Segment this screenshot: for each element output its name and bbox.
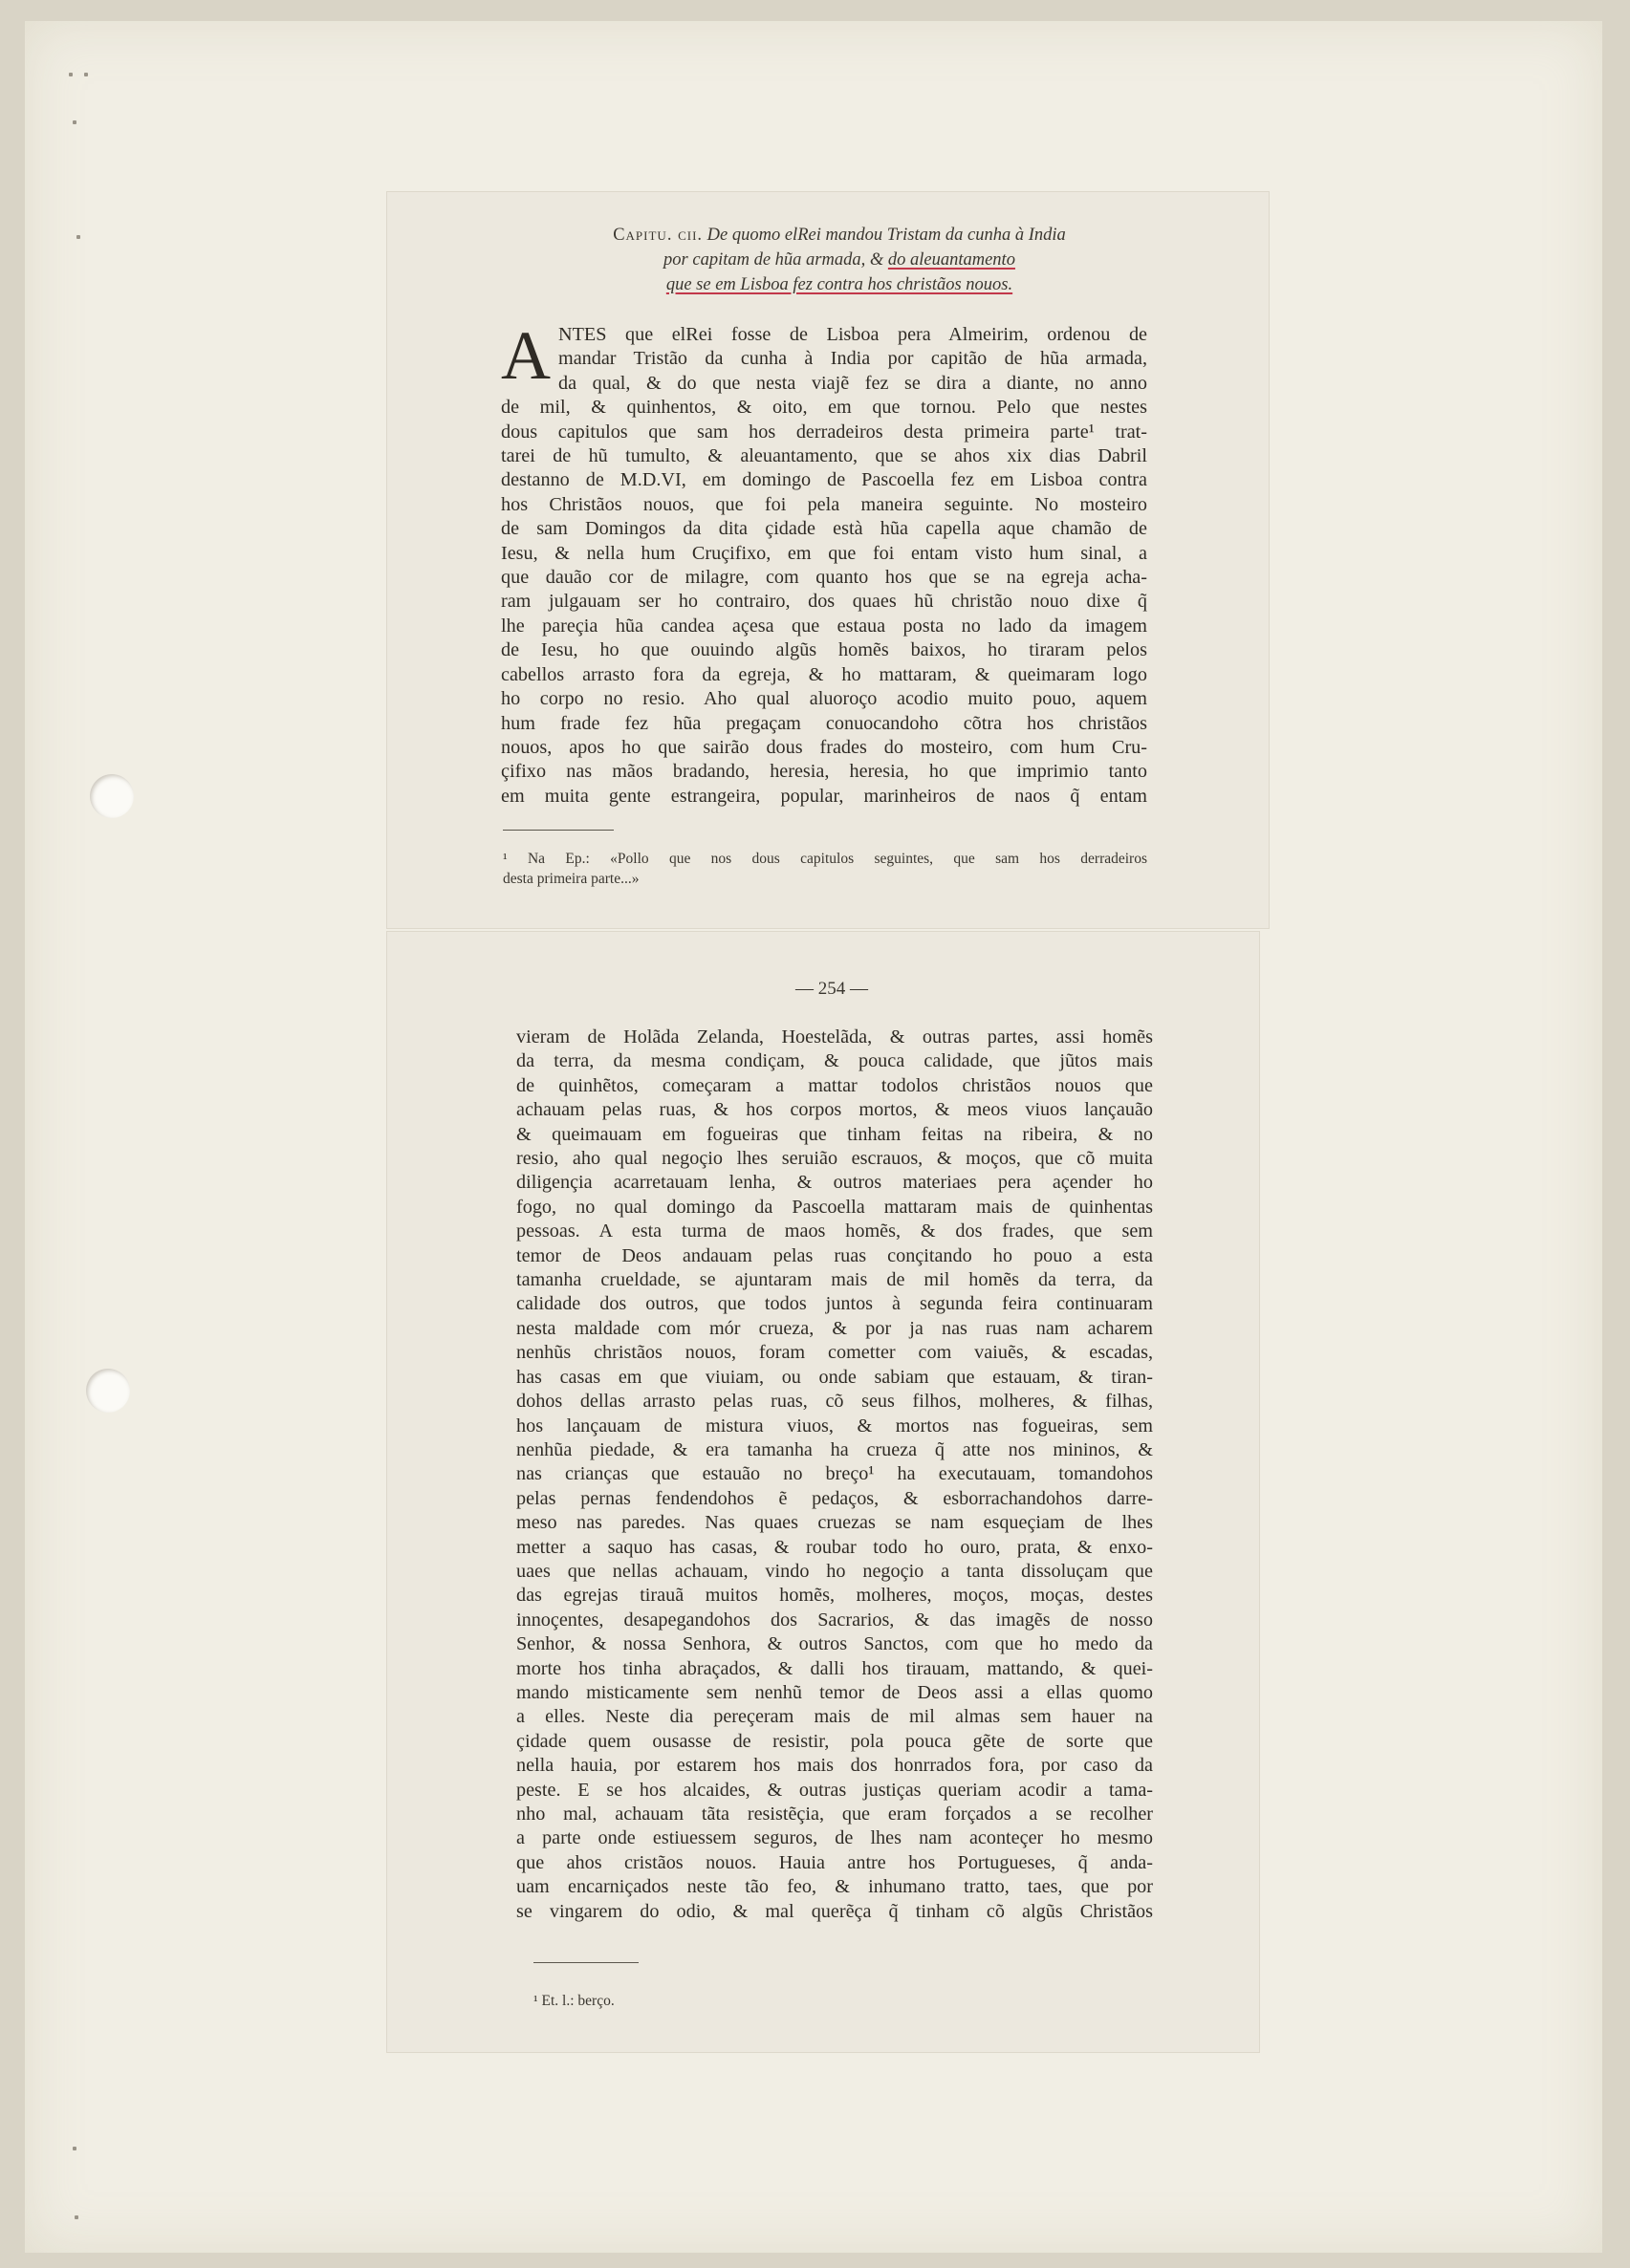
footnote-top [503,849,1147,889]
text-line: dous capitulos que sam hos derradeiros desta primeira parte¹ trat- [501,421,1147,443]
page-number: — 254 — [795,979,868,999]
footnote-rule [533,1962,639,1963]
text-line: hos lançauam de mistura viuos, & mortos nas fogueiras, sem [516,1415,1153,1436]
footnote-top-line-1: ¹ Na Ep.: «Pollo que nos dous capitulos seguintes, que sam hos derradeiros [503,851,1147,867]
text-line: hum frade fez hũa pregaçam conuocandoho cõtra hos christãos [501,712,1147,734]
chapter-number: Capitu. cii. [613,226,704,245]
text-line: çifixo nas mãos bradando, heresia, heresia, ho que imprimio tanto [501,761,1147,783]
text-line: mando misticamente sem nenhũ temor de Deos assi a ellas quomo [516,1681,1153,1703]
speck [73,2147,76,2150]
text-line: de mil, & quinhentos, & oito, em que tornou. Pelo que nestes [501,397,1147,419]
text-line: uaes que nellas achauam, vindo ho negoçio a tanta dissoluçam que [516,1560,1153,1582]
drop-cap: A [501,317,551,394]
text-line: a parte onde estiuessem seguros, de lhes nam aconteçer ho mesmo [516,1827,1153,1849]
text-line: da qual, & do que nesta viajẽ fez se dira a diante, no anno [558,372,1147,394]
text-line: achauam pelas ruas, & hos corpos mortos, & meos viuos lançauão [516,1099,1153,1121]
text-line: ho corpo no resio. Aho qual aluoroço acodio muito pouo, aquem [501,688,1147,710]
text-line: nenhũa piedade, & era tamanha ha crueza q̃ atte nos mininos, & [516,1438,1153,1460]
heading-line-2b: do aleuantamento [887,250,1015,270]
text-line: nho mal, achauam tãta resistẽçia, que eram forçados a se recolher [516,1804,1153,1825]
text-line: vieram de Holãda Zelanda, Hoestelãda, & outras partes, assi homẽs [516,1026,1153,1048]
text-line: NTES que elRei fosse de Lisboa pera Almeirim, ordenou de [558,324,1147,345]
top-body-text [501,317,1147,809]
text-line: dohos dellas arrasto pelas ruas, cõ seus filhos, molheres, & filhas, [516,1391,1153,1413]
speck [69,73,73,76]
text-line: mandar Tristão da cunha à India por capitão de hũa armada, [558,348,1147,370]
text-line: & queimauam em fogueiras que tinham feitas na ribeira, & no [516,1123,1153,1145]
text-line: nouos, apos ho que sairão dous frades do mosteiro, com hum Cru- [501,736,1147,758]
heading-line-2a: por capitam de hũa armada, & [663,250,888,270]
footnote-bottom: ¹ Et. l.: berço. [533,1993,615,2009]
chapter-heading [524,223,1155,297]
text-line: lhe pareçia hũa candea açesa que estaua posta no lado da imagem [501,615,1147,637]
footnote-top-line-2: desta primeira parte...» [503,871,640,887]
text-line: de Iesu, ho que ouuindo algũs homẽs baixos, ho tiraram pelos [501,639,1147,661]
text-line: metter a saquo has casas, & roubar todo ho ouro, prata, & enxo- [516,1536,1153,1558]
text-line: se vingarem do odio, & mal querẽça q̃ tinham cõ algũs Christãos [516,1900,1153,1922]
text-line: de quinhẽtos, começaram a mattar todolos christãos nouos que [516,1074,1153,1096]
bottom-body-text [516,1026,1153,1924]
text-line: has casas em que viuiam, ou onde sabiam que estauam, & tiran- [516,1366,1153,1388]
speck [76,235,80,239]
heading-line-3: que se em Lisboa fez contra hos christãos nouos. [665,275,1013,294]
text-line: a elles. Neste dia pereçeram mais de mil almas sem hauer na [516,1706,1153,1728]
text-line: morte hos tinha abraçados, & dalli hos tirauam, mattando, & quei- [516,1657,1153,1679]
text-line: nella hauia, por estarem hos mais dos honrrados fora, por caso da [516,1755,1153,1777]
text-line: temor de Deos andauam pelas ruas conçitando ho pouo a esta [516,1244,1153,1266]
text-line: nenhũs christãos nouos, foram cometter com vaiuẽs, & escadas, [516,1342,1153,1364]
punch-hole [86,1369,130,1413]
text-line: nesta maldade com mór crueza, & por ja nas ruas nam acharem [516,1317,1153,1339]
text-line: diligençia acarretauam lenha, & outros materiaes pera açender ho [516,1172,1153,1194]
punch-hole [90,774,134,818]
text-line: das egrejas tirauã muitos homẽs, molheres, moços, moças, destes [516,1585,1153,1607]
speck [73,120,76,124]
text-line: meso nas paredes. Nas quaes cruezas se nam esqueçiam de lhes [516,1512,1153,1534]
text-line: destanno de M.D.VI, em domingo de Pascoella fez em Lisboa contra [501,469,1147,491]
text-line: cabellos arrasto fora da egreja, & ho mattaram, & queimaram logo [501,663,1147,685]
text-line: hos Christãos nouos, que foi pela maneira seguinte. No mosteiro [501,493,1147,515]
heading-line-1: De quomo elRei mandou Tristam da cunha à India [706,226,1066,245]
text-line: peste. E se hos alcaides, & outras justiças queriam acodir a tama- [516,1779,1153,1801]
text-line: tamanha crueldade, se ajuntaram mais de mil homẽs da terra, da [516,1269,1153,1291]
text-line: pelas pernas fendendohos ẽ pedaços, & esborrachandohos darre- [516,1487,1153,1509]
text-line: çidade quem ousasse de resistir, pola pouca gẽte de sorte que [516,1730,1153,1752]
text-line: Iesu, & nella hum Cruçifixo, em que foi entam visto hum sinal, a [501,542,1147,564]
text-line: de sam Domingos da dita çidade està hũa capella aque chamão de [501,518,1147,540]
text-line: innoçentes, desapegandohos dos Sacrarios, & das imagẽs de nosso [516,1609,1153,1631]
text-line: fogo, no qual domingo da Pascoella mattaram mais de quinhentas [516,1196,1153,1218]
footnote-rule [503,830,614,831]
text-line: ram julgauam ser ho contrairo, dos quaes hũ christão nouo dixe q̃ [501,591,1147,613]
text-line: tarei de hũ tumulto, & aleuantamento, que se ahos xix dias Dabril [501,445,1147,467]
text-line: em muita gente estrangeira, popular, marinheiros de naos q̃ entam [501,785,1147,807]
text-line: calidade dos outros, que todos juntos à segunda feira continuaram [516,1293,1153,1315]
speck [75,2215,78,2219]
text-line: que ahos cristãos nouos. Hauia antre hos Portugueses, q̃ anda- [516,1851,1153,1873]
text-line: resio, aho qual negoçio lhes seruião escrauos, & moços, que cõ muita [516,1148,1153,1170]
text-line: que dauão cor de milagre, com quanto hos que se na egreja acha- [501,567,1147,589]
text-line: pessoas. A esta turma de maos homẽs, & dos frades, que sem [516,1220,1153,1242]
text-line: nas crianças que estauão no breço¹ ha executauam, tomandohos [516,1463,1153,1485]
text-line: da terra, da mesma condiçam, & pouca calidade, que jũtos mais [516,1050,1153,1072]
text-line: uam encarniçados neste tão feo, & inhumano tratto, taes, que por [516,1876,1153,1898]
text-line: Senhor, & nossa Senhora, & outros Sanctos, com que ho medo da [516,1633,1153,1655]
speck [84,73,88,76]
